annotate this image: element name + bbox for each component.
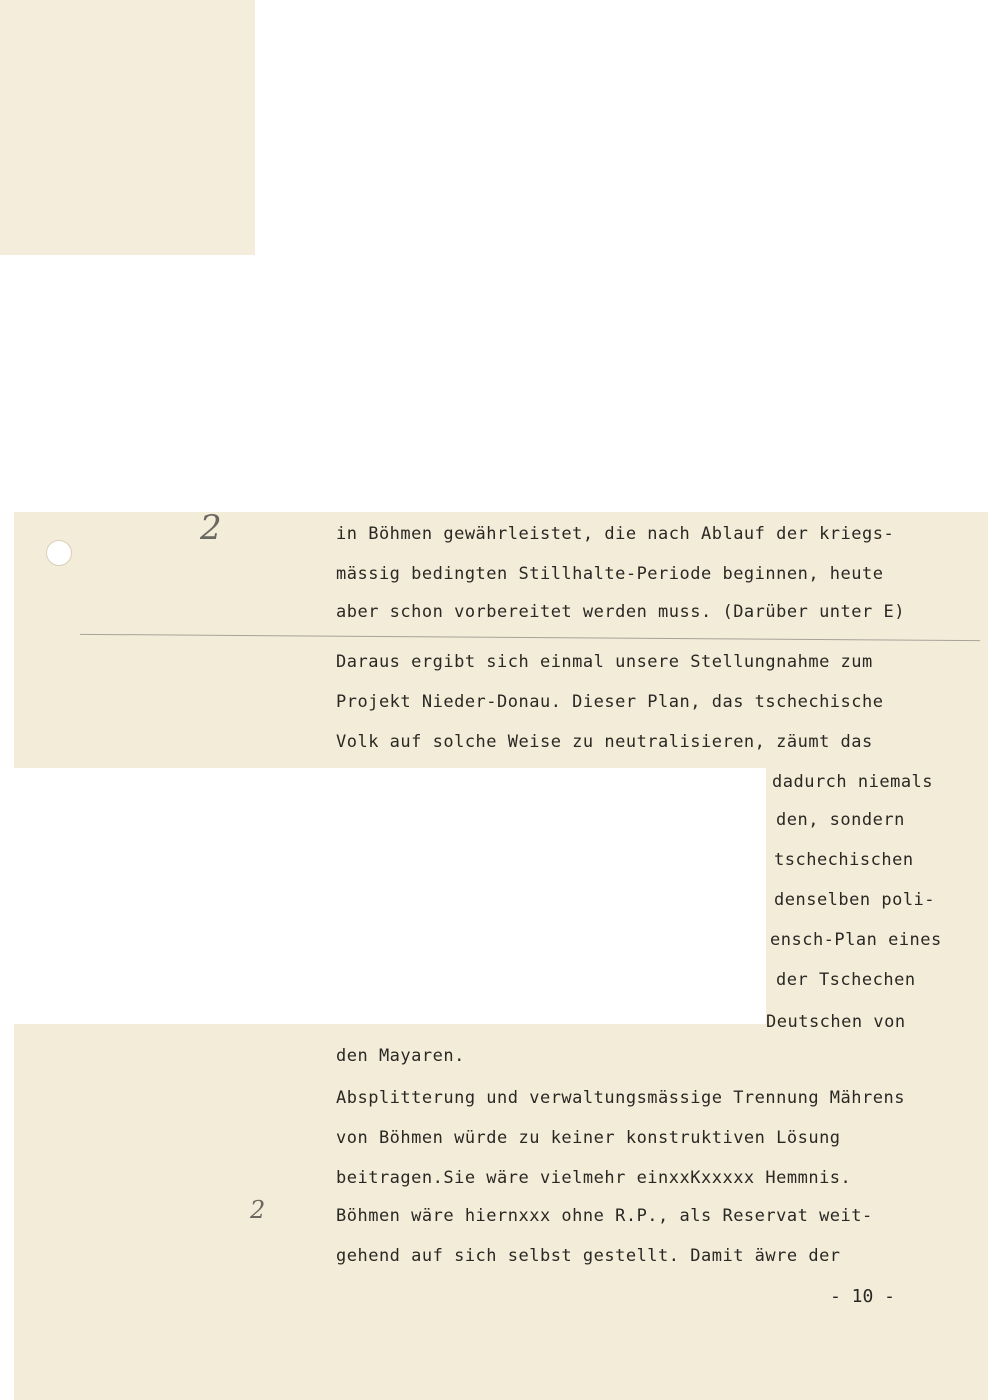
punch-hole: [46, 540, 72, 566]
redaction-mask: [0, 255, 255, 512]
text-line: gehend auf sich selbst gestellt. Damit äwre der: [336, 1246, 841, 1266]
text-line: Volk auf solche Weise zu neutralisieren, zäumt das: [336, 732, 873, 752]
text-line: der Tschechen: [776, 970, 916, 990]
text-line: dadurch niemals: [772, 772, 934, 792]
text-line: aber schon vorbereitet werden muss. (Darüber unter E): [336, 602, 905, 622]
document-sheet-corner: [0, 0, 255, 255]
text-line: denselben poli-: [774, 890, 936, 910]
text-line: von Böhmen würde zu keiner konstruktiven Lösung: [336, 1128, 841, 1148]
page-number: - 10 -: [830, 1286, 896, 1307]
text-line: Böhmen wäre hiernxxx ohne R.P., als Reservat weit-: [336, 1206, 873, 1226]
pencil-mark: 2: [200, 508, 222, 548]
text-line: den, sondern: [776, 810, 905, 830]
text-line: beitragen.Sie wäre vielmehr einxxKxxxxx Hemmnis.: [336, 1168, 852, 1188]
text-line: in Böhmen gewährleistet, die nach Ablauf der kriegs-: [336, 524, 895, 544]
pencil-mark: 2: [250, 1196, 266, 1224]
text-line: tschechischen: [774, 850, 914, 870]
text-line: Daraus ergibt sich einmal unsere Stellungnahme zum: [336, 652, 873, 672]
text-line: Deutschen von: [766, 1012, 906, 1032]
redaction-mask: [255, 0, 1000, 512]
text-line: Absplitterung und verwaltungsmässige Trennung Mährens: [336, 1088, 905, 1108]
text-line: ensch-Plan eines: [770, 930, 942, 950]
text-line: den Mayaren.: [336, 1046, 465, 1066]
text-line: Projekt Nieder-Donau. Dieser Plan, das tschechische: [336, 692, 884, 712]
text-line: mässig bedingten Stillhalte-Periode beginnen, heute: [336, 564, 884, 584]
redaction-mask: [0, 768, 766, 1024]
